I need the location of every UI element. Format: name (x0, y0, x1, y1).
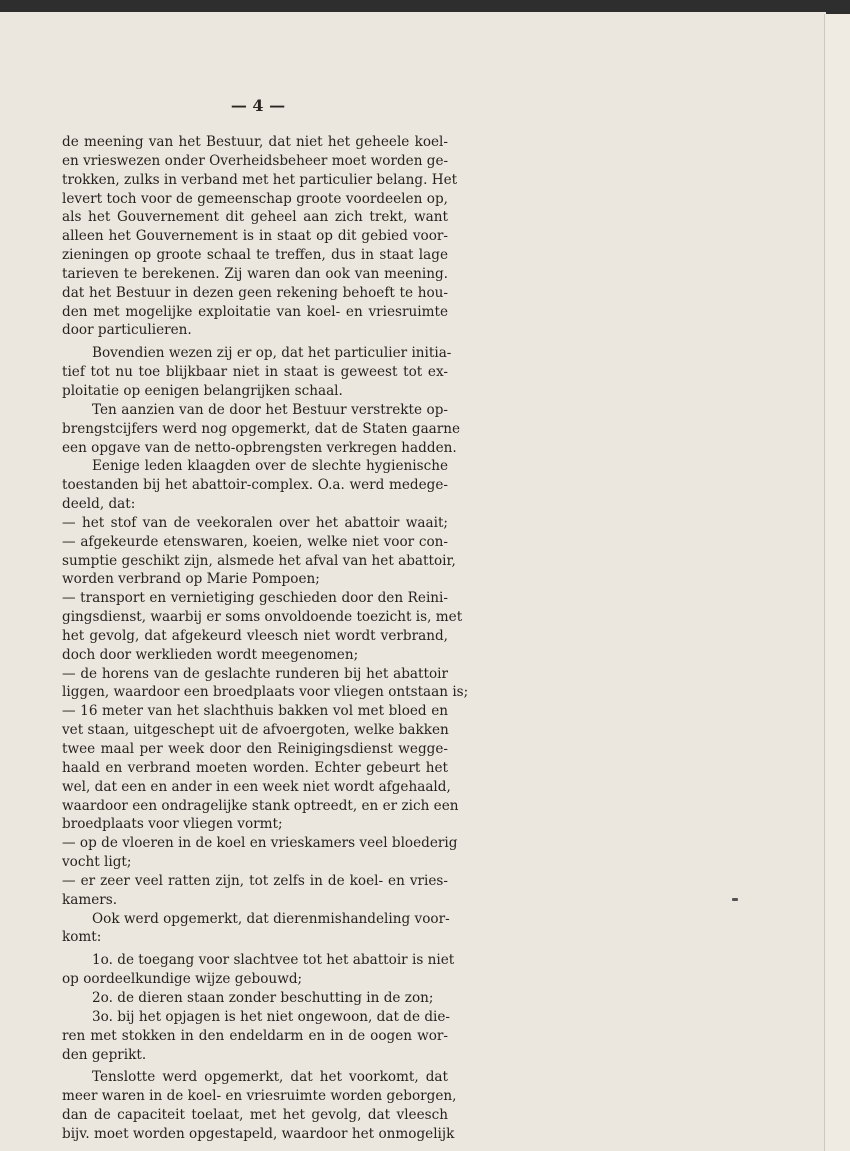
text-line: 1o. de toegang voor slachtvee tot het abattoir is niet (92, 952, 455, 969)
text-line: haald en verbrand moeten worden. Echter gebeurt het (62, 759, 448, 776)
text-line: toestanden bij het abattoir-complex. O.a. werd medege- (62, 477, 448, 494)
text-line: vet staan, uitgeschept uit de afvoergoten, welke bakken (62, 722, 449, 739)
body-text (62, 133, 469, 1144)
text-line: vocht ligt; (62, 854, 132, 871)
text-line: — de horens van de geslachte runderen bij het abattoir (62, 665, 448, 682)
text-line: deeld, dat: (62, 496, 136, 513)
text-line: den met mogelijke exploitatie van koel- en vriesruimte (62, 303, 448, 320)
text-line: 2o. de dieren staan zonder beschutting in de zon; (92, 989, 434, 1006)
text-line: — afgekeurde etenswaren, koeien, welke niet voor con- (62, 533, 448, 550)
text-line: tief tot nu toe blijkbaar niet in staat is geweest tot ex- (62, 364, 448, 381)
text-line: doch door werklieden wordt meegenomen; (62, 646, 359, 663)
text-line: sumptie geschikt zijn, alsmede het afval van het abattoir, (62, 552, 456, 569)
text-line: — het stof van de veekoralen over het abattoir waait; (62, 514, 448, 531)
text-line: ploitatie op eenigen belangrijken schaal. (62, 382, 343, 399)
text-line: alleen het Gouvernement is in staat op dit gebied voor- (62, 228, 448, 245)
text-line: brengstcijfers werd nog opgemerkt, dat de Staten gaarne (62, 420, 461, 437)
text-line: den geprikt. (62, 1046, 147, 1063)
text-line: en vrieswezen onder Overheidsbeheer moet worden ge- (62, 152, 449, 169)
text-line: — op de vloeren in de koel en vrieskamers veel bloederig (62, 835, 458, 852)
text-line: bijv. moet worden opgestapeld, waardoor het onmogelijk (62, 1125, 455, 1142)
text-line: dan de capaciteit toelaat, met het gevolg, dat vleesch (62, 1107, 448, 1124)
text-line: ren met stokken in den endeldarm en in de oogen wor- (62, 1027, 448, 1044)
text-line: Tenslotte werd opgemerkt, dat het voorkomt, dat (92, 1069, 448, 1086)
text-line: wel, dat een en ander in een week niet wordt afgehaald, (62, 778, 451, 795)
text-line: de meening van het Bestuur, dat niet het geheele koel- (62, 134, 448, 150)
text-line: Bovendien wezen zij er op, dat het particulier initia- (92, 345, 452, 362)
text-line: meer waren in de koel- en vriesruimte worden geborgen, (62, 1088, 457, 1105)
text-line: twee maal per week door den Reinigingsdienst wegge- (62, 741, 448, 757)
text-line: als het Gouvernement dit geheel aan zich trekt, want (62, 209, 448, 226)
page-number: — 4 — (230, 96, 286, 115)
text-line: zieningen op groote schaal te treffen, dus in staat lage (62, 247, 448, 264)
next-page-edge (824, 14, 850, 1151)
text-line: Eenige leden klaagden over de slechte hygienische (92, 458, 448, 475)
text-line: het gevolg, dat afgekeurd vleesch niet wordt verbrand, (62, 627, 448, 644)
ink-speck (732, 898, 738, 901)
text-line: dat het Bestuur in dezen geen rekening behoeft te hou- (62, 284, 448, 301)
text-line: Ook werd opgemerkt, dat dierenmishandeling voor- (92, 910, 450, 927)
text-line: komt: (62, 929, 102, 946)
text-line: liggen, waardoor een broedplaats voor vliegen ontstaan is; (62, 684, 469, 701)
text-line: waardoor een ondragelijke stank optreedt, en er zich een (62, 797, 459, 814)
text-line: door particulieren. (62, 322, 192, 339)
text-line: — 16 meter van het slachthuis bakken vol met bloed en (62, 703, 448, 720)
text-line: kamers. (62, 891, 118, 908)
text-line: levert toch voor de gemeenschap groote voordeelen op, (62, 190, 448, 207)
text-line: — er zeer veel ratten zijn, tot zelfs in de koel- en vries- (62, 872, 448, 889)
text-line: 3o. bij het opjagen is het niet ongewoon, dat de die- (92, 1008, 451, 1025)
text-line: op oordeelkundige wijze gebouwd; (62, 971, 303, 988)
text-line: Ten aanzien van de door het Bestuur verstrekte op- (92, 401, 448, 418)
text-line: een opgave van de netto-opbrengsten verkregen hadden. (62, 439, 457, 456)
text-line: tarieven te berekenen. Zij waren dan ook van meening. (62, 265, 448, 282)
text-line: trokken, zulks in verband met het particulier belang. Het (62, 171, 458, 188)
text-line: — transport en vernietiging geschieden door den Reini- (62, 590, 448, 607)
text-line: gingsdienst, waarbij er soms onvoldoende toezicht is, met (62, 609, 463, 626)
text-line: worden verbrand op Marie Pompoen; (62, 571, 320, 588)
text-line: broedplaats voor vliegen vormt; (62, 816, 283, 833)
